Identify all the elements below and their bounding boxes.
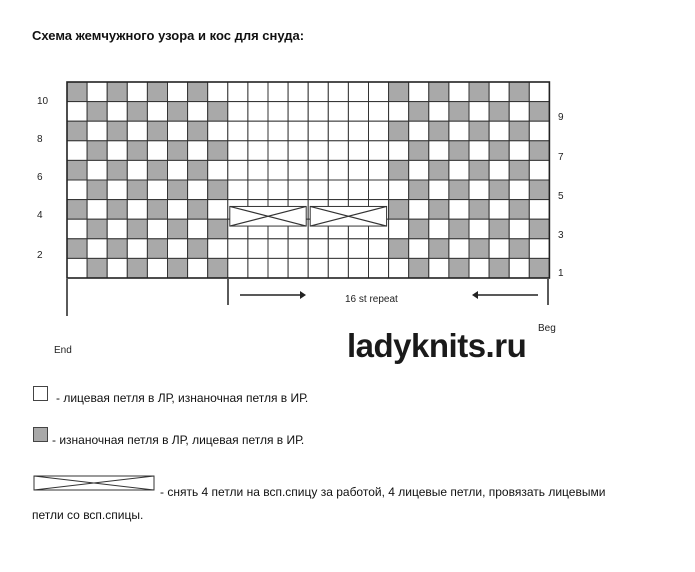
chart-cell bbox=[188, 200, 208, 220]
chart-cell bbox=[389, 180, 409, 200]
chart-cell bbox=[268, 141, 288, 161]
chart-cell bbox=[449, 160, 469, 180]
chart-cell bbox=[168, 102, 188, 122]
chart-cell bbox=[509, 180, 529, 200]
chart-cell bbox=[529, 180, 549, 200]
row-label-1: 1 bbox=[558, 268, 564, 279]
chart-cell bbox=[529, 219, 549, 239]
chart-cell bbox=[228, 180, 248, 200]
chart-cell bbox=[348, 141, 368, 161]
chart-cell bbox=[489, 258, 509, 278]
chart-cell bbox=[328, 102, 348, 122]
chart-cell bbox=[429, 121, 449, 141]
chart-cell bbox=[168, 121, 188, 141]
chart-cell bbox=[469, 258, 489, 278]
chart-cell bbox=[369, 102, 389, 122]
chart-cell bbox=[147, 82, 167, 102]
row-label-2: 2 bbox=[37, 250, 43, 261]
legend-knit-swatch bbox=[33, 386, 48, 401]
chart-cell bbox=[308, 160, 328, 180]
chart-cell bbox=[268, 258, 288, 278]
chart-cell bbox=[348, 82, 368, 102]
chart-cell bbox=[208, 102, 228, 122]
chart-cell bbox=[248, 121, 268, 141]
chart-cell bbox=[429, 258, 449, 278]
chart-cell bbox=[308, 102, 328, 122]
chart-cell bbox=[369, 239, 389, 259]
chart-cell bbox=[389, 200, 409, 220]
chart-cell bbox=[348, 180, 368, 200]
chart-cell bbox=[87, 180, 107, 200]
chart-cell bbox=[228, 258, 248, 278]
chart-cell bbox=[308, 239, 328, 259]
chart-cell bbox=[489, 219, 509, 239]
chart-cell bbox=[449, 219, 469, 239]
chart-cell bbox=[489, 200, 509, 220]
chart-cell bbox=[348, 239, 368, 259]
chart-cell bbox=[469, 141, 489, 161]
chart-cell bbox=[87, 200, 107, 220]
chart-cell bbox=[529, 102, 549, 122]
chart-cell bbox=[369, 82, 389, 102]
chart-cell bbox=[107, 82, 127, 102]
chart-cell bbox=[127, 219, 147, 239]
chart-cell bbox=[429, 180, 449, 200]
chart-cell bbox=[147, 239, 167, 259]
chart-cell bbox=[188, 102, 208, 122]
chart-cell bbox=[288, 102, 308, 122]
chart-cell bbox=[489, 141, 509, 161]
chart-cell bbox=[529, 82, 549, 102]
chart-cell bbox=[509, 239, 529, 259]
chart-cell bbox=[348, 121, 368, 141]
chart-cell bbox=[369, 160, 389, 180]
chart-cell bbox=[328, 160, 348, 180]
chart-cell bbox=[409, 200, 429, 220]
chart-cell bbox=[369, 180, 389, 200]
chart-cell bbox=[248, 141, 268, 161]
chart-cell bbox=[288, 258, 308, 278]
chart-cell bbox=[328, 258, 348, 278]
chart-grid bbox=[67, 82, 549, 278]
chart-cell bbox=[429, 102, 449, 122]
chart-cell bbox=[469, 121, 489, 141]
chart-cell bbox=[449, 82, 469, 102]
chart-cell bbox=[409, 239, 429, 259]
chart-cell bbox=[449, 200, 469, 220]
chart-cell bbox=[67, 258, 87, 278]
chart-cell bbox=[188, 180, 208, 200]
chart-cell bbox=[127, 82, 147, 102]
chart-cell bbox=[449, 258, 469, 278]
chart-cell bbox=[87, 160, 107, 180]
chart-cell bbox=[188, 121, 208, 141]
chart-cell bbox=[248, 102, 268, 122]
chart-cell bbox=[127, 160, 147, 180]
chart-cell bbox=[228, 102, 248, 122]
chart-cell bbox=[168, 160, 188, 180]
chart-cell bbox=[208, 82, 228, 102]
chart-cell bbox=[208, 141, 228, 161]
chart-cell bbox=[509, 258, 529, 278]
chart-cell bbox=[168, 141, 188, 161]
chart-cell bbox=[248, 239, 268, 259]
chart-cell bbox=[248, 82, 268, 102]
chart-cell bbox=[228, 121, 248, 141]
chart-cell bbox=[389, 102, 409, 122]
chart-cell bbox=[509, 141, 529, 161]
chart-cell bbox=[188, 239, 208, 259]
chart-cell bbox=[107, 200, 127, 220]
end-label: End bbox=[54, 345, 72, 356]
chart-cell bbox=[469, 102, 489, 122]
chart-cell bbox=[147, 141, 167, 161]
legend-knit-text: - лицевая петля в ЛР, изнаночная петля в ИР. bbox=[56, 391, 309, 405]
chart-cell bbox=[107, 219, 127, 239]
legend-purl-text: - изнаночная петля в ЛР, лицевая петля в ИР. bbox=[52, 433, 305, 447]
page-title: Схема жемчужного узора и кос для снуда: bbox=[32, 28, 305, 43]
chart-cell bbox=[308, 180, 328, 200]
chart-cell bbox=[529, 160, 549, 180]
chart-cell bbox=[389, 239, 409, 259]
chart-cell bbox=[188, 141, 208, 161]
chart-cell bbox=[147, 219, 167, 239]
row-label-8: 8 bbox=[37, 134, 43, 145]
chart-cell bbox=[268, 180, 288, 200]
chart-cell bbox=[208, 160, 228, 180]
chart-cell bbox=[67, 219, 87, 239]
chart-cell bbox=[509, 121, 529, 141]
chart-cell bbox=[67, 141, 87, 161]
chart-cell bbox=[208, 121, 228, 141]
row-label-7: 7 bbox=[558, 152, 564, 163]
chart-cell bbox=[288, 121, 308, 141]
chart-cell bbox=[529, 239, 549, 259]
chart-cell bbox=[87, 102, 107, 122]
chart-cell bbox=[107, 102, 127, 122]
row-label-4: 4 bbox=[37, 210, 43, 221]
chart-cell bbox=[369, 141, 389, 161]
chart-cell bbox=[509, 82, 529, 102]
chart-cell bbox=[168, 180, 188, 200]
chart-cell bbox=[429, 141, 449, 161]
chart-cell bbox=[147, 102, 167, 122]
chart-cell bbox=[449, 121, 469, 141]
chart-cell bbox=[328, 239, 348, 259]
chart-cell bbox=[308, 258, 328, 278]
chart-cell bbox=[147, 160, 167, 180]
chart-cell bbox=[288, 180, 308, 200]
chart-cell bbox=[429, 239, 449, 259]
chart-cell bbox=[188, 160, 208, 180]
chart-cell bbox=[208, 180, 228, 200]
chart-cell bbox=[469, 160, 489, 180]
chart-cell bbox=[188, 219, 208, 239]
chart-cell bbox=[228, 160, 248, 180]
chart-cell bbox=[469, 219, 489, 239]
chart-cell bbox=[529, 258, 549, 278]
chart-cell bbox=[409, 219, 429, 239]
chart-cell bbox=[389, 121, 409, 141]
chart-cell bbox=[489, 121, 509, 141]
chart-cell bbox=[168, 258, 188, 278]
chart-cell bbox=[67, 239, 87, 259]
chart-cell bbox=[188, 82, 208, 102]
chart-cell bbox=[107, 160, 127, 180]
row-label-6: 6 bbox=[37, 172, 43, 183]
chart-cell bbox=[147, 200, 167, 220]
chart-cell bbox=[67, 102, 87, 122]
chart-cell bbox=[369, 258, 389, 278]
chart-cell bbox=[389, 258, 409, 278]
chart-cell bbox=[168, 200, 188, 220]
chart-cell bbox=[127, 258, 147, 278]
chart-cell bbox=[429, 160, 449, 180]
chart-cell bbox=[168, 239, 188, 259]
chart-cell bbox=[469, 180, 489, 200]
chart-cell bbox=[328, 82, 348, 102]
chart-cell bbox=[389, 219, 409, 239]
chart-cell bbox=[409, 141, 429, 161]
row-label-5: 5 bbox=[558, 191, 564, 202]
chart-cell bbox=[469, 82, 489, 102]
chart-cell bbox=[409, 82, 429, 102]
chart-cell bbox=[67, 121, 87, 141]
chart-cell bbox=[127, 102, 147, 122]
chart-cell bbox=[348, 160, 368, 180]
chart-cell bbox=[67, 200, 87, 220]
chart-cell bbox=[107, 258, 127, 278]
chart-cell bbox=[389, 160, 409, 180]
chart-cell bbox=[67, 180, 87, 200]
chart-cell bbox=[509, 160, 529, 180]
chart-cell bbox=[449, 102, 469, 122]
legend-cable-text-line1: - снять 4 петли на всп.спицу за работой, 4 лицевые петли, провязать лицевыми bbox=[160, 485, 606, 499]
chart-cell bbox=[107, 239, 127, 259]
chart-cell bbox=[268, 121, 288, 141]
chart-cell bbox=[409, 160, 429, 180]
chart-cell bbox=[529, 121, 549, 141]
chart-cell bbox=[529, 141, 549, 161]
chart-cell bbox=[489, 160, 509, 180]
chart-cell bbox=[409, 258, 429, 278]
chart-cell bbox=[348, 258, 368, 278]
chart-cell bbox=[268, 160, 288, 180]
chart-cell bbox=[509, 102, 529, 122]
row-label-3: 3 bbox=[558, 230, 564, 241]
chart-cell bbox=[429, 82, 449, 102]
chart-cell bbox=[369, 121, 389, 141]
chart-cell bbox=[469, 239, 489, 259]
chart-cell bbox=[228, 141, 248, 161]
chart-cell bbox=[328, 141, 348, 161]
chart-cell bbox=[288, 239, 308, 259]
chart-cell bbox=[268, 102, 288, 122]
chart-cell bbox=[168, 82, 188, 102]
chart-cell bbox=[208, 200, 228, 220]
chart-cell bbox=[308, 82, 328, 102]
chart-cell bbox=[67, 160, 87, 180]
chart-cell bbox=[288, 82, 308, 102]
chart-cell bbox=[127, 121, 147, 141]
chart-cell bbox=[489, 102, 509, 122]
row-label-9: 9 bbox=[558, 112, 564, 123]
chart-cell bbox=[248, 160, 268, 180]
chart-cell bbox=[409, 102, 429, 122]
chart-cell bbox=[208, 258, 228, 278]
chart-cell bbox=[328, 121, 348, 141]
chart-cell bbox=[87, 121, 107, 141]
chart-cell bbox=[348, 102, 368, 122]
chart-cell bbox=[127, 141, 147, 161]
chart-cell bbox=[87, 141, 107, 161]
chart-cell bbox=[208, 239, 228, 259]
chart-cell bbox=[87, 239, 107, 259]
chart-cell bbox=[268, 82, 288, 102]
chart-cell bbox=[248, 180, 268, 200]
chart-cell bbox=[248, 258, 268, 278]
chart-cell bbox=[308, 141, 328, 161]
chart-cell bbox=[168, 219, 188, 239]
chart-cell bbox=[127, 239, 147, 259]
chart-cell bbox=[127, 180, 147, 200]
chart-cell bbox=[127, 200, 147, 220]
chart-cell bbox=[489, 239, 509, 259]
repeat-label: 16 st repeat bbox=[345, 294, 398, 305]
chart-cell bbox=[429, 200, 449, 220]
chart-cell bbox=[389, 141, 409, 161]
chart-cell bbox=[469, 200, 489, 220]
chart-cell bbox=[147, 258, 167, 278]
chart-cell bbox=[449, 180, 469, 200]
chart-cell bbox=[147, 180, 167, 200]
chart-cell bbox=[389, 82, 409, 102]
chart-cell bbox=[288, 141, 308, 161]
chart-cell bbox=[107, 141, 127, 161]
chart-cell bbox=[328, 180, 348, 200]
watermark: ladyknits.ru bbox=[347, 327, 527, 364]
chart-cell bbox=[489, 82, 509, 102]
arrow-right-icon bbox=[300, 291, 306, 299]
chart-cell bbox=[87, 258, 107, 278]
chart-cell bbox=[509, 200, 529, 220]
legend-cable-symbol bbox=[33, 475, 157, 493]
chart-cell bbox=[429, 219, 449, 239]
chart-cell bbox=[67, 82, 87, 102]
chart-cell bbox=[489, 180, 509, 200]
chart-cell bbox=[509, 219, 529, 239]
beg-label: Beg bbox=[538, 323, 556, 334]
chart-cell bbox=[107, 180, 127, 200]
chart-cell bbox=[228, 239, 248, 259]
chart-cell bbox=[107, 121, 127, 141]
chart-cell bbox=[208, 219, 228, 239]
legend-cable-text-line2: петли со всп.спицы. bbox=[32, 508, 144, 522]
chart-cell bbox=[529, 200, 549, 220]
arrow-left-icon bbox=[472, 291, 478, 299]
chart-cell bbox=[409, 180, 429, 200]
chart-cell bbox=[268, 239, 288, 259]
row-label-10: 10 bbox=[37, 96, 49, 107]
chart-cell bbox=[409, 121, 429, 141]
chart-cell bbox=[87, 219, 107, 239]
chart-cell bbox=[449, 239, 469, 259]
legend-purl-swatch bbox=[33, 427, 48, 442]
chart-cell bbox=[87, 82, 107, 102]
chart-cell bbox=[288, 160, 308, 180]
chart-cell bbox=[147, 121, 167, 141]
chart-cell bbox=[188, 258, 208, 278]
chart-cell bbox=[308, 121, 328, 141]
chart-cell bbox=[228, 82, 248, 102]
chart-cell bbox=[449, 141, 469, 161]
